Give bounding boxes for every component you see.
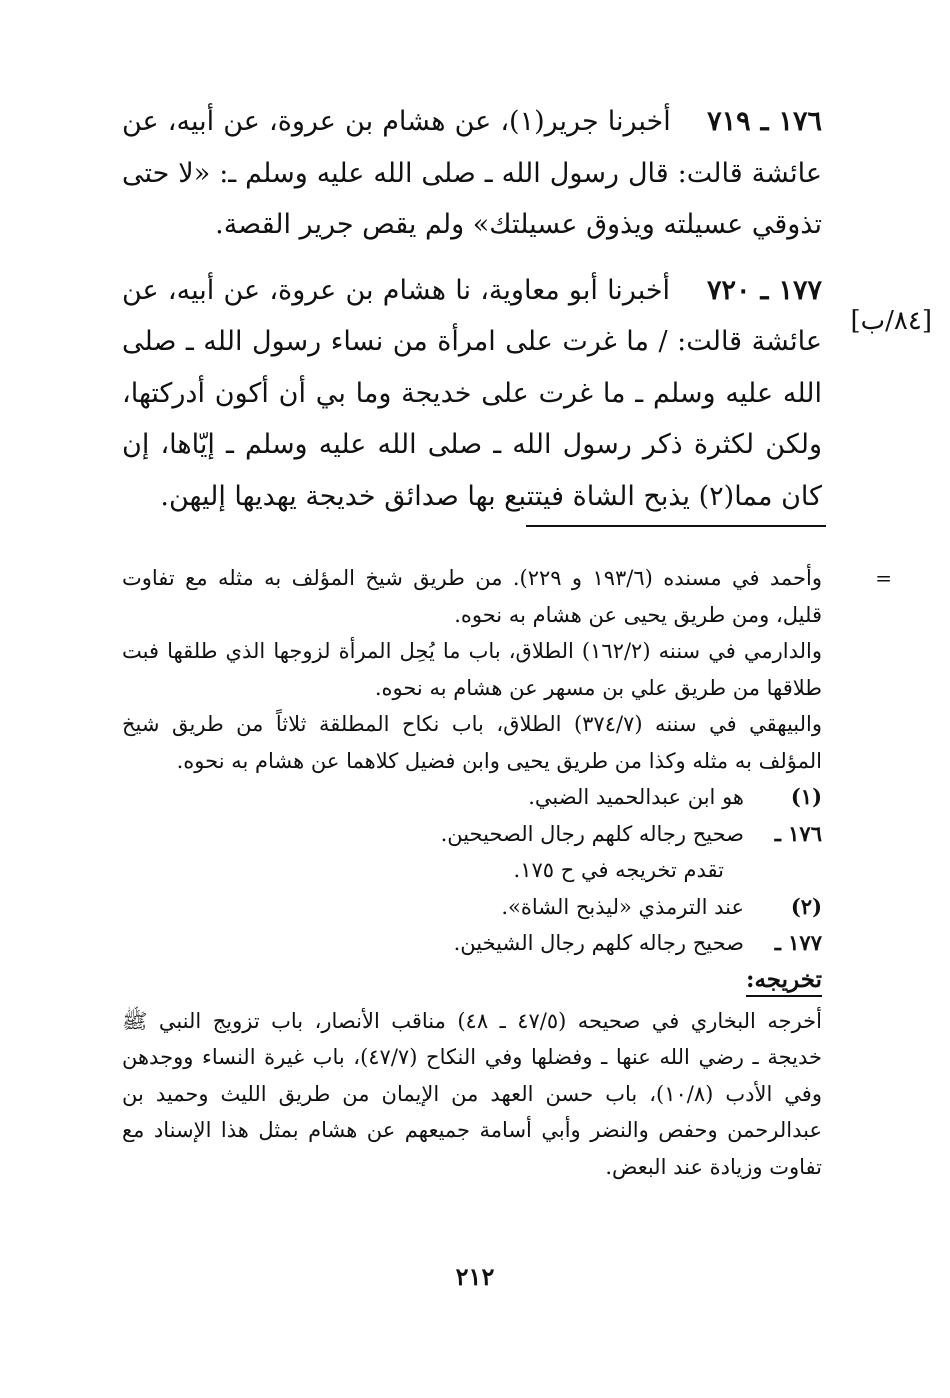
hadith-text: أخبرنا جرير(١)، عن هشام بن عروة، عن أبيه، عن عائشة قالت: قال رسول الله ـ صلى الله عليه وسلم ـ: «لا حتى تذوقي عسيلته ويذوق عسيلتك» ولم يقص جرير القصة. bbox=[122, 106, 822, 240]
footnote-label bbox=[744, 852, 822, 889]
hadith-719 bbox=[122, 96, 822, 251]
footnote-item bbox=[122, 852, 822, 889]
footnote-item bbox=[122, 779, 822, 816]
main-text bbox=[122, 96, 822, 536]
takhrij-heading: تخريجه: bbox=[746, 965, 822, 997]
takhrij-text: أخرجه البخاري في صحيحه (٤٧/٥ ـ ٤٨) مناقب الأنصار، باب تزويج النبي ﷺ خديجة ـ رضي الله عنها ـ وفضلها وفي النكاح (٤٧/٧)، باب غيرة النساء ووجدهن وفي الأدب (١٠/٨)، باب حسن العهد من الإيمان من طريق الليث وحميد بن عبدالرحمن وحفص والنضر وأبي أسامة جميعهم عن هشام بمثل هذا الإسناد مع تفاوت وزيادة عند البعض. bbox=[122, 1008, 822, 1179]
footnote-continuation bbox=[122, 560, 892, 779]
hadith-text: أخبرنا أبو معاوية، نا هشام بن عروة، عن أبيه، عن عائشة قالت: / ما غرت على امرأة من نساء رسول الله ـ صلى الله عليه وسلم ـ ما غرت على خديجة وما بي أن أكون أدركتها، ولكن لكثرة ذكر رسول الله ـ صلى الله عليه وسلم ـ إيّاها، إن كان مما(٢) يذبح الشاة فيتتبع بها صدائق خديجة يهديها إليهن. bbox=[122, 274, 822, 512]
footnote-paragraph: وأحمد في مسنده (١٩٣/٦ و ٢٢٩). من طريق شيخ المؤلف به مثله مع تفاوت قليل، ومن طريق يحيى عن هشام به نحوه. bbox=[122, 566, 822, 627]
hadith-720 bbox=[122, 265, 822, 523]
footnote-text: هو ابن عبدالحميد الضبي. bbox=[528, 785, 744, 809]
manuscript-folio-note: [٨٤/ب] bbox=[850, 306, 932, 336]
page-number: ٢١٢ bbox=[455, 1262, 495, 1291]
footnote-label: ١٧٧ ـ bbox=[774, 930, 822, 955]
footnote-label: (٢) bbox=[790, 893, 822, 919]
footnote-paragraph: والبيهقي في سننه (٣٧٤/٧) الطلاق، باب نكاح المطلقة ثلاثاً من طريق شيخ المؤلف به مثله وكذا من طريق يحيى وابن فضيل كلاهما عن هشام به نحوه. bbox=[122, 712, 822, 773]
footnote-text: تقدم تخريجه في ح ١٧٥. bbox=[513, 858, 724, 882]
continuation-mark: = bbox=[875, 566, 892, 590]
footnote-item bbox=[122, 925, 822, 962]
footnote-divider bbox=[526, 525, 826, 527]
footnotes bbox=[122, 560, 892, 1185]
footnote-item bbox=[122, 889, 822, 926]
footnote-text: صحيح رجاله كلهم رجال الصحيحين. bbox=[440, 821, 744, 846]
footnote-text: صحيح رجاله كلهم رجال الشيخين. bbox=[453, 931, 744, 955]
footnote-text: عند الترمذي «ليذبح الشاة». bbox=[501, 894, 744, 919]
hadith-number: ١٧٦ ـ ٧١٩ bbox=[707, 106, 822, 137]
footnote-paragraph: والدارمي في سننه (١٦٢/٢) الطلاق، باب ما يُحِل المرأة لزوجها الذي طلقها فبت طلاقها من طريق علي بن مسهر عن هشام به نحوه. bbox=[122, 639, 822, 700]
footnote-item bbox=[122, 816, 822, 853]
hadith-number: ١٧٧ ـ ٧٢٠ bbox=[706, 274, 822, 306]
footnote-label: (١) bbox=[790, 784, 822, 809]
footnote-label: ١٧٦ ـ bbox=[774, 820, 822, 846]
